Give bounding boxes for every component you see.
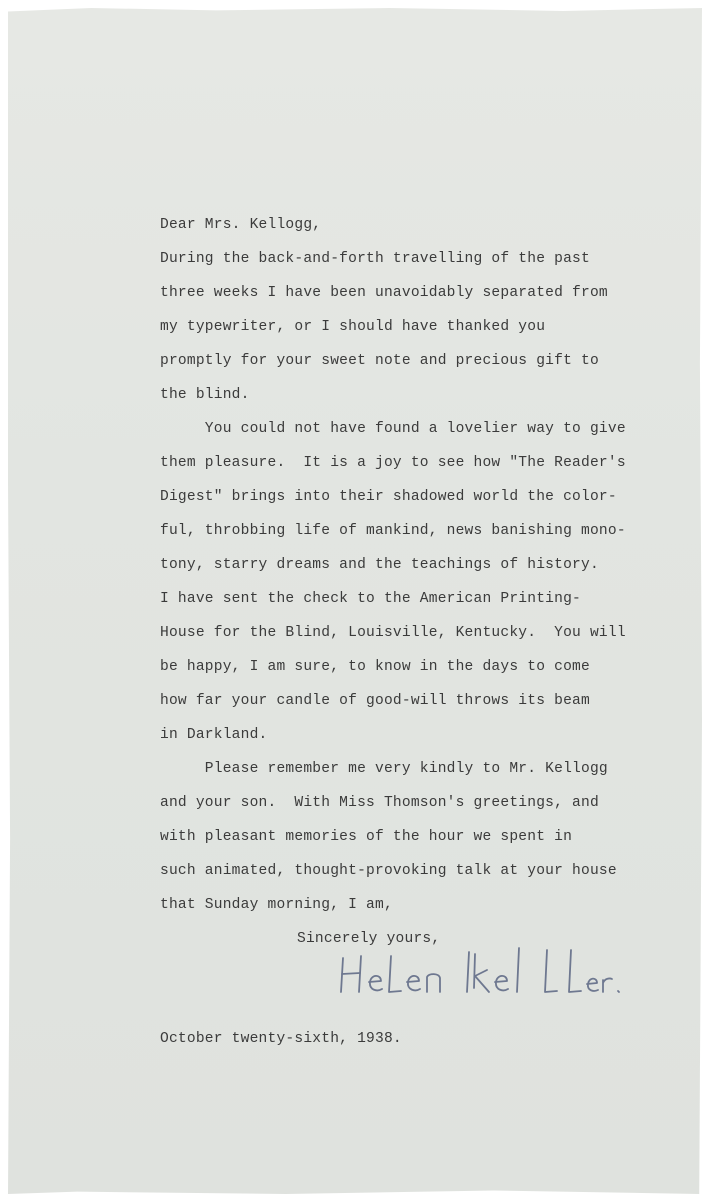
paragraph-2-line: tony, starry dreams and the teachings of history. — [160, 557, 599, 573]
paragraph-3-line: with pleasant memories of the hour we spent in — [160, 829, 573, 845]
paragraph-2-line: I have sent the check to the American Printing- — [160, 591, 582, 607]
paragraph-3-line: Please remember me very kindly to Mr. Kellogg — [160, 761, 608, 777]
paragraph-2-line: ful, throbbing life of mankind, news banishing mono- — [160, 523, 626, 539]
paragraph-2-line: be happy, I am sure, to know in the days to come — [160, 659, 590, 675]
salutation: Dear Mrs. Kellogg, — [160, 217, 322, 233]
paragraph-1-line: my typewriter, or I should have thanked you — [160, 319, 546, 335]
paragraph-2-line: them pleasure. It is a joy to see how "The Reader's — [160, 455, 626, 471]
paragraph-3-line: such animated, thought-provoking talk at your house — [160, 863, 617, 879]
paragraph-2-line: Digest" brings into their shadowed world the color- — [160, 489, 617, 505]
paragraph-2-line: how far your candle of good-will throws its beam — [160, 693, 590, 709]
paragraph-1-line: promptly for your sweet note and precious gift to — [160, 353, 599, 369]
date-line: October twenty-sixth, 1938. — [160, 1031, 402, 1047]
paragraph-1-line: three weeks I have been unavoidably separated from — [160, 285, 608, 301]
paragraph-3-line: that Sunday morning, I am, — [160, 897, 393, 913]
paragraph-2-line: in Darkland. — [160, 727, 268, 743]
paragraph-3-line: and your son. With Miss Thomson's greetings, and — [160, 795, 599, 811]
paragraph-1-line: the blind. — [160, 387, 250, 403]
closing: Sincerely yours, — [297, 931, 441, 947]
paragraph-2-line: You could not have found a lovelier way to give — [160, 421, 626, 437]
paragraph-2-line: House for the Blind, Louisville, Kentucky. You will — [160, 625, 626, 641]
paragraph-1-line: During the back-and-forth travelling of the past — [160, 251, 590, 267]
handwritten-signature — [335, 940, 625, 1000]
